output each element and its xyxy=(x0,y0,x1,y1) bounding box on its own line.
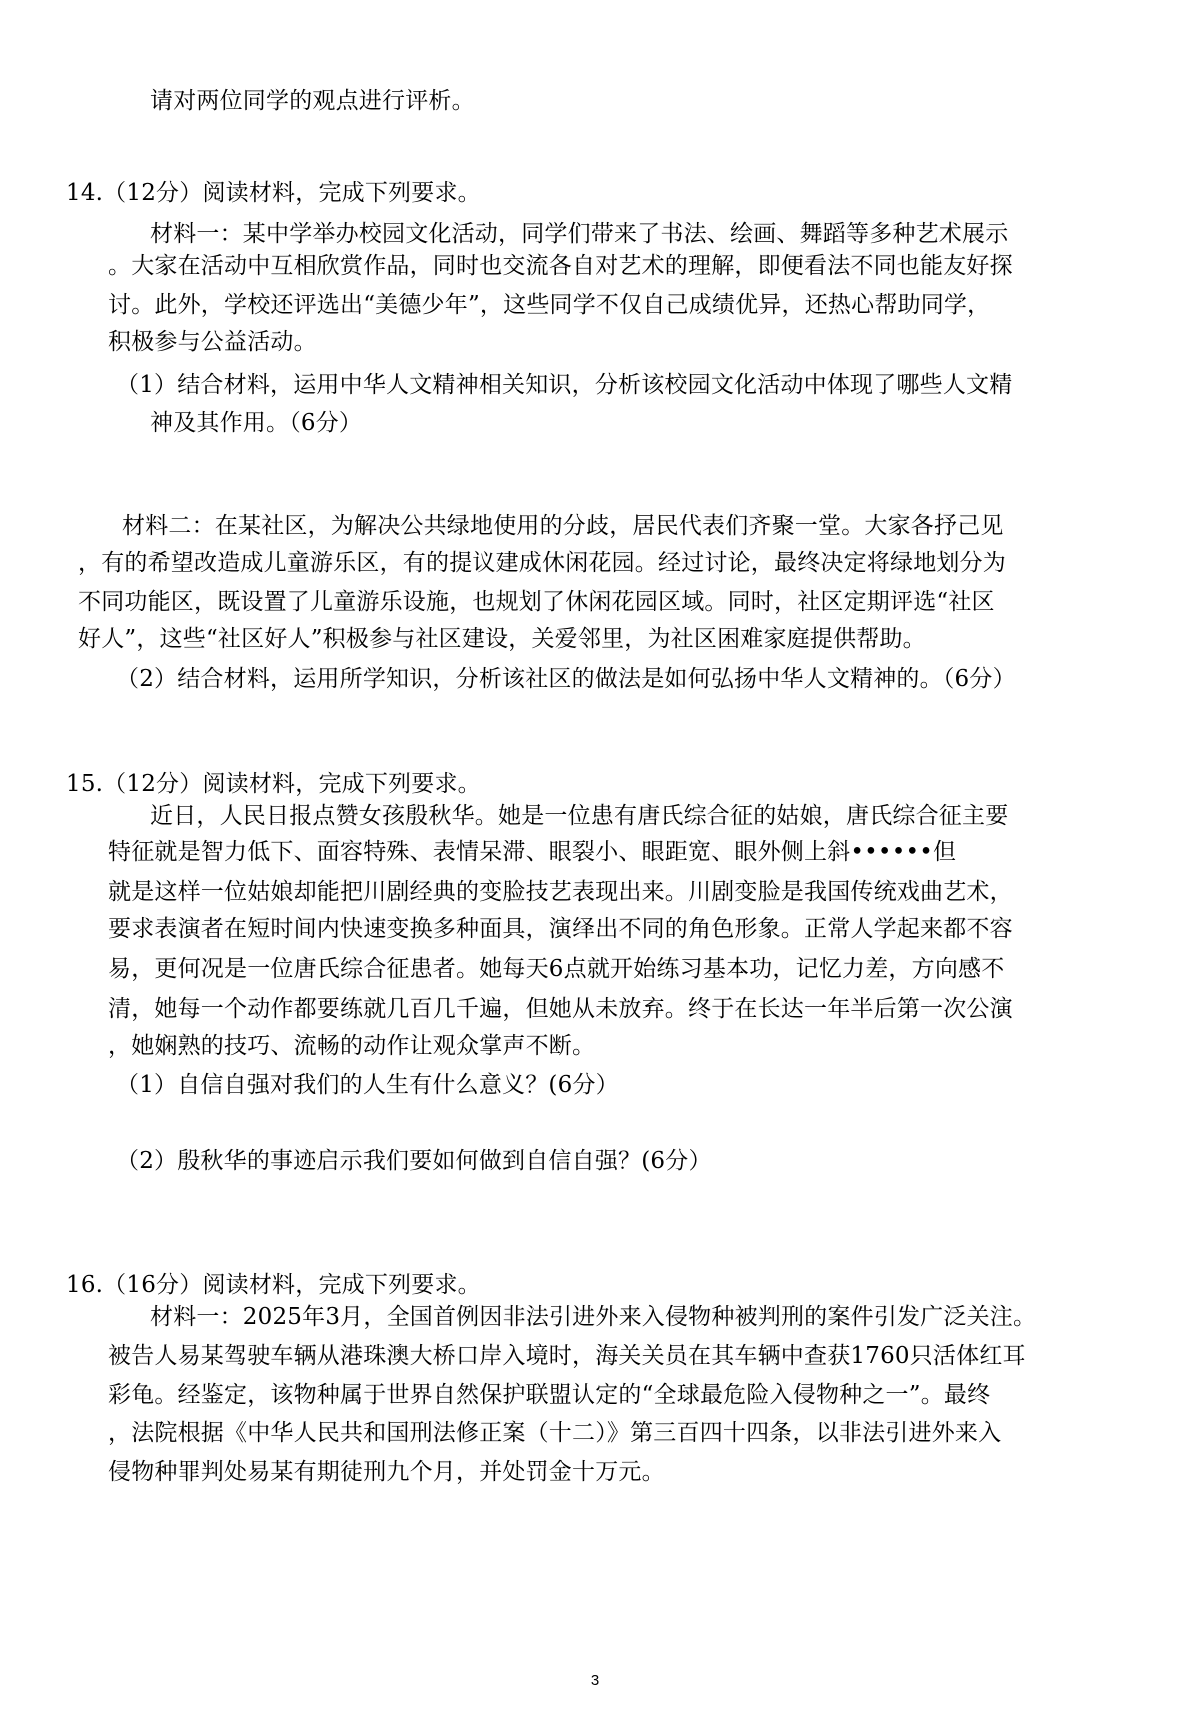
q16-material1-line: 被告人易某驾驶车辆从港珠澳大桥口岸入境时，海关关员在其车辆中查获1760只活体红耳 xyxy=(108,1343,1026,1369)
page-number: 3 xyxy=(590,1672,600,1689)
q14-header: 14.（12分）阅读材料，完成下列要求。 xyxy=(66,180,481,206)
q15-header: 15.（12分）阅读材料，完成下列要求。 xyxy=(66,771,481,797)
q14-material1-line: 材料一：某中学举办校园文化活动，同学们带来了书法、绘画、舞蹈等多种艺术展示 xyxy=(150,221,1009,247)
q14-material1-line: 积极参与公益活动。 xyxy=(108,329,317,355)
q14-subquestion-1: （1）结合材料，运用中华人文精神相关知识，分析该校园文化活动中体现了哪些人文精 xyxy=(116,372,1013,398)
q14-material2-line: 不同功能区，既设置了儿童游乐设施，也规划了休闲花园区域。同时，社区定期评选“社区 xyxy=(78,589,995,615)
q15-material-line: 清，她每一个动作都要练就几百几千遍，但她从未放弃。终于在长达一年半后第一次公演 xyxy=(108,996,1013,1022)
q16-material1-line: 彩龟。经鉴定，该物种属于世界自然保护联盟认定的“全球最危险入侵物种之一”。最终 xyxy=(108,1382,991,1408)
q14-material2-line: ，有的希望改造成儿童游乐区，有的提议建成休闲花园。经过讨论，最终决定将绿地划分为 xyxy=(78,550,1006,576)
q15-material-line: 近日，人民日报点赞女孩殷秋华。她是一位患有唐氏综合征的姑娘，唐氏综合征主要 xyxy=(150,803,1009,829)
q13-tail-prompt: 请对两位同学的观点进行评析。 xyxy=(150,88,475,114)
q15-material-line: 要求表演者在短时间内快速变换多种面具，演绎出不同的角色形象。正常人学起来都不容 xyxy=(108,916,1013,942)
q14-subquestion-2: （2）结合材料，运用所学知识，分析该社区的做法是如何弘扬中华人文精神的。（6分） xyxy=(116,666,1016,692)
q15-material-line: 易，更何况是一位唐氏综合征患者。她每天6点就开始练习基本功，记忆力差，方向感不 xyxy=(108,956,1005,982)
q15-material-line: ，她娴熟的技巧、流畅的动作让观众掌声不断。 xyxy=(108,1033,596,1059)
q15-subquestion-2: （2）殷秋华的事迹启示我们要如何做到自信自强？(6分） xyxy=(116,1148,712,1174)
q14-material2-line: 材料二：在某社区，为解决公共绿地使用的分歧，居民代表们齐聚一堂。大家各抒己见 xyxy=(122,513,1004,539)
q16-material1-line: 侵物种罪判处易某有期徒刑九个月，并处罚金十万元。 xyxy=(108,1459,665,1485)
q14-material2-line: 好人”，这些“社区好人”积极参与社区建设，关爱邻里，为社区困难家庭提供帮助。 xyxy=(78,626,926,652)
q15-material-line: 就是这样一位姑娘却能把川剧经典的变脸技艺表现出来。川剧变脸是我国传统戏曲艺术， xyxy=(108,879,1013,905)
q14-subquestion-1-cont: 神及其作用。（6分） xyxy=(150,410,363,436)
q16-header: 16.（16分）阅读材料，完成下列要求。 xyxy=(66,1272,481,1298)
q15-material-line: 特征就是智力低下、面容特殊、表情呆滞、眼裂小、眼距宽、眼外侧上斜••••••但 xyxy=(108,839,957,865)
q14-material1-line: 讨。此外，学校还评选出“美德少年”，这些同学不仅自己成绩优异，还热心帮助同学， xyxy=(108,292,991,318)
q16-material1-line: 材料一：2025年3月，全国首例因非法引进外来入侵物种被判刑的案件引发广泛关注。 xyxy=(150,1304,1037,1330)
q16-material1-line: ，法院根据《中华人民共和国刑法修正案（十二）》第三百四十四条，以非法引进外来入 xyxy=(108,1420,1002,1446)
q15-subquestion-1: （1）自信自强对我们的人生有什么意义？(6分） xyxy=(116,1072,619,1098)
q14-material1-line: 。大家在活动中互相欣赏作品，同时也交流各自对艺术的理解，即便看法不同也能友好探 xyxy=(108,253,1013,279)
